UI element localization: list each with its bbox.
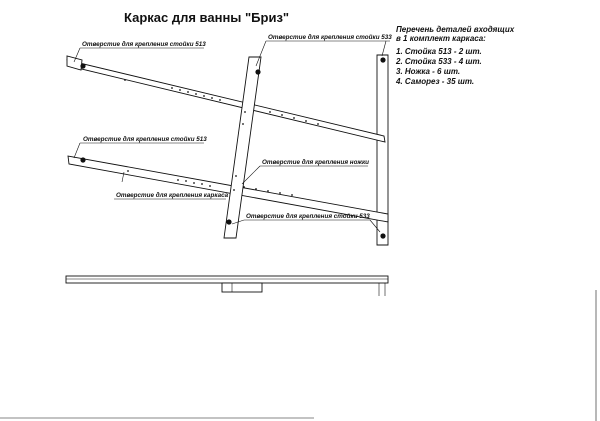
hole <box>233 189 235 191</box>
parts-list-heading-2: в 1 комплект каркаса: <box>396 34 486 43</box>
hole <box>193 182 195 184</box>
callout-label: Отверстие для крепления стойки 533 <box>246 213 370 220</box>
hole <box>291 194 293 196</box>
callout-label: Отверстие для крепления стойки 513 <box>83 136 207 143</box>
parts-list-item: 1. Стойка 513 - 2 шт. <box>396 47 482 56</box>
mount-hole <box>380 57 385 62</box>
hole <box>317 123 319 125</box>
callout-513-top <box>74 40 206 62</box>
hole <box>209 185 211 187</box>
parts-list-item: 2. Стойка 533 - 4 шт. <box>396 57 482 66</box>
mount-hole <box>226 219 231 224</box>
hole <box>279 192 281 194</box>
side-view-bracket <box>222 283 262 292</box>
hole <box>244 111 246 113</box>
hole <box>267 190 269 192</box>
hole <box>201 183 203 185</box>
hole <box>187 91 189 93</box>
parts-list <box>395 25 515 86</box>
parts-list-item: 4. Саморез - 35 шт. <box>396 77 475 86</box>
hole <box>293 117 295 119</box>
parts-list-heading-1: Перечень деталей входящих <box>396 25 515 34</box>
side-view <box>66 276 388 296</box>
callout-label: Отверстие для крепления ножки <box>262 159 370 166</box>
hole <box>127 170 129 172</box>
hole <box>235 175 237 177</box>
hole <box>281 114 283 116</box>
rail-513-upper <box>67 60 385 142</box>
hole <box>269 111 271 113</box>
hole <box>124 79 126 81</box>
leader-line <box>256 41 266 66</box>
hole <box>243 186 245 188</box>
mount-hole <box>80 157 85 162</box>
hole <box>255 188 257 190</box>
rail-513-upper-end <box>67 56 82 70</box>
diagram-title: Каркас для ванны "Бриз" <box>124 10 290 25</box>
hole <box>185 180 187 182</box>
callout-label: Отверстие для крепления стойки 533 <box>268 34 392 41</box>
callout-533-bottom <box>232 212 380 232</box>
hole <box>195 93 197 95</box>
leader-line <box>382 41 386 56</box>
side-view-rail <box>66 276 388 283</box>
callout-label: Отверстие для крепления стойки 513 <box>82 41 206 48</box>
callout-513-mid <box>74 135 207 158</box>
hole <box>171 87 173 89</box>
callout-label: Отверстие для крепления каркаса <box>116 192 229 199</box>
mount-hole <box>380 233 385 238</box>
hole <box>179 89 181 91</box>
hole <box>305 120 307 122</box>
hole <box>219 99 221 101</box>
parts-list-item: 3. Ножка - 6 шт. <box>396 67 461 76</box>
callout-leg <box>242 158 369 184</box>
leader-line <box>74 143 80 158</box>
mount-hole <box>80 63 85 68</box>
hole <box>211 97 213 99</box>
hole <box>242 123 244 125</box>
rail-533-middle <box>224 57 261 238</box>
callout-533-top <box>256 33 392 66</box>
hole <box>203 95 205 97</box>
mount-hole <box>255 69 260 74</box>
hole <box>177 179 179 181</box>
